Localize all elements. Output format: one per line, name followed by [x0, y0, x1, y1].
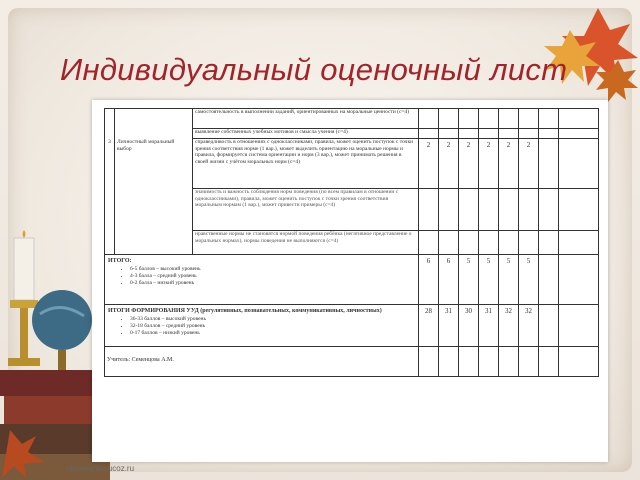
score-cell: 2: [479, 139, 499, 189]
criterion-row: нравственные нормы не становятся нормой поведения ребёнка (негативное представление о моральных нормах), нормы поведения не выполняются (с=4): [193, 231, 419, 255]
itogo-score: 5: [519, 255, 539, 305]
uud-score: 28: [419, 305, 439, 347]
score-cell: 2: [439, 139, 459, 189]
itogo-score: 6: [419, 255, 439, 305]
evaluation-sheet: [92, 100, 608, 462]
itogo-score: 5: [499, 255, 519, 305]
level-item: • 0-2 балла – низкий уровень: [130, 280, 415, 287]
level-item: • 6-5 баллов – высокий уровень: [130, 266, 415, 273]
itogo-score: 6: [439, 255, 459, 305]
score-cell: 2: [499, 139, 519, 189]
itogo-block: [105, 255, 419, 305]
itogo-score: 5: [479, 255, 499, 305]
level-item: • 0-17 баллов – низкий уровень: [130, 330, 415, 337]
uud-score: 31: [439, 305, 459, 347]
evaluation-table: [104, 108, 599, 377]
criterion-row: справедливость в отношениях с одноклассниками, правила, может оценить поступок с точки зрения соответствия норме (1 вар.), может выделить ориентацию на моральные нормы и правила, формируется система ориентации и норм (3 вар.), может принимать решения в своей жизни с учётом моральных норм (с=4): [193, 139, 419, 189]
teacher-cell: Учитель: Семенцова А.М.: [105, 347, 419, 377]
uud-score: 32: [519, 305, 539, 347]
uud-score: 32: [499, 305, 519, 347]
itogi-uud-label: ИТОГИ ФОРМИРОВАНИЯ УУД (регулятивных, познавательных, коммуникативных, личностных): [108, 308, 382, 314]
criterion-row: значимость и важность соблюдения норм поведения (по всем правилам в отношении с одноклассниками), правила, может оценить поступок с точки зрения соответствия моральным нормам (1 вар.), может привести примеры (с=4): [193, 189, 419, 231]
uud-score: 31: [479, 305, 499, 347]
source-footer: elenaranko.ucoz.ru: [66, 464, 135, 473]
score-cell: 2: [419, 139, 439, 189]
score-cell: 2: [459, 139, 479, 189]
level-item: • 4-3 балла – средний уровень: [130, 273, 415, 280]
page-title: Индивидуальный оценочный лист: [60, 52, 568, 87]
level-item: • 36-33 баллов – высокий уровень: [130, 316, 415, 323]
itogi-uud-block: [105, 305, 419, 347]
section-number: 3: [105, 109, 115, 255]
level-item: • 32-18 баллов – средний уровень: [130, 323, 415, 330]
score-cell: 2: [519, 139, 539, 189]
uud-score: 30: [459, 305, 479, 347]
criterion-top: самостоятельность в выполнении заданий, ориентированных на моральные ценности (с=4): [193, 109, 419, 129]
criterion-row: выявление собственных учебных мотивов и смысла учения (с=4): [193, 129, 419, 139]
itogo-score: 5: [459, 255, 479, 305]
section-name: Личностный моральный выбор: [115, 109, 193, 255]
itogo-label: ИТОГО:: [108, 258, 132, 264]
